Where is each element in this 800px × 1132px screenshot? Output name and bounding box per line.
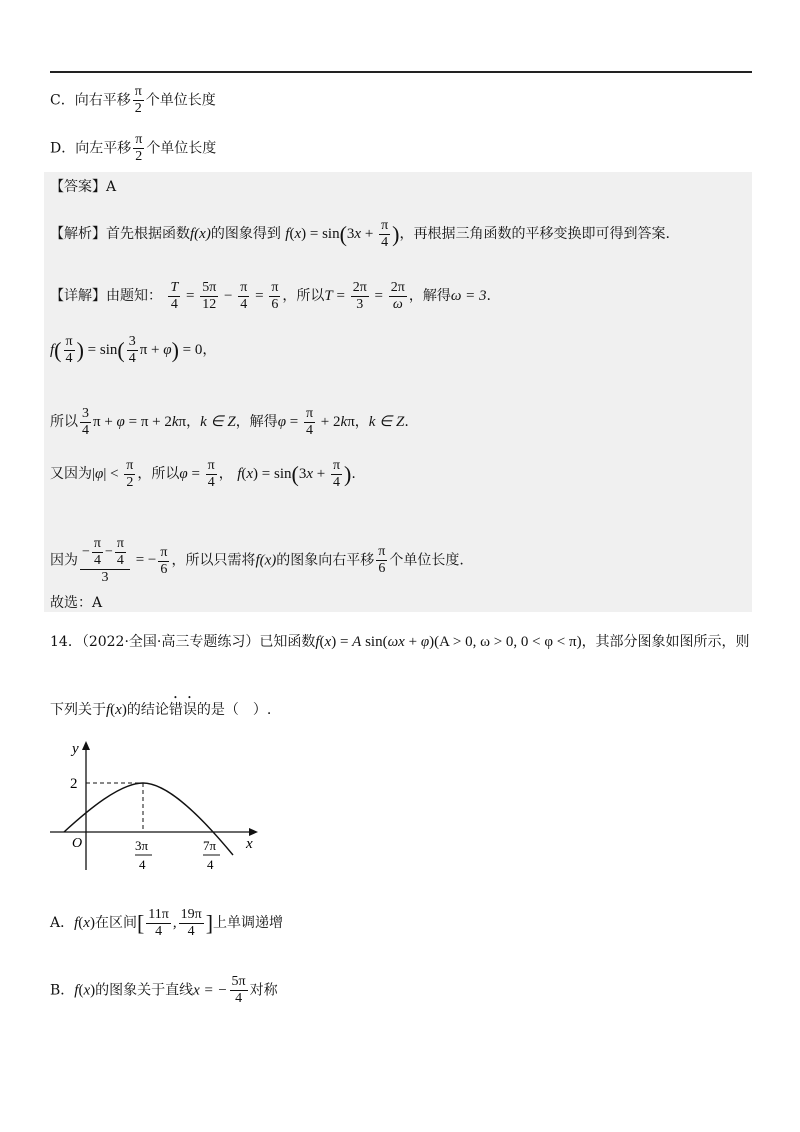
top-rule xyxy=(50,71,752,73)
option-c[interactable]: C．向右平移 $\frac{\pi}{2}$ 个单位长度 xyxy=(50,84,216,116)
question-14-line2: 下列关于f(x)的结论错误的是（ ）. xyxy=(50,702,272,718)
x-axis-label: x xyxy=(246,836,253,852)
option-b[interactable]: B．f(x)的图象关于直线x = − $\frac{5\pi}{4}$ 对称 xyxy=(50,974,278,1006)
tick-3pi4-den: 4 xyxy=(139,857,146,872)
y-axis-label: y xyxy=(72,741,79,757)
shift-line: 因为 − $\frac{\pi}{4}$ − $\frac{\pi}{4}$ 3 = − $\frac{\pi}{6}$ ，所以只需将f(x)的图象向右平移 $\frac{\pi}{6}$ 个单位长度. xyxy=(50,536,464,585)
phi-line: 又因为|φ| < $\frac{\pi}{2}$ ，所以φ = $\frac{\pi}{4}$ ， f(x) = sin(3x + $\frac{\pi}{4}$ ). xyxy=(50,458,356,490)
sine-graph xyxy=(40,735,270,880)
option-a[interactable]: A．f(x)在区间[ $\frac{11\pi}{4}$ , $\frac{19\pi}{4}$ ]上单调递增 xyxy=(50,907,284,939)
phase-line: 所以 $\frac{3}{4}$ π + φ = π + 2kπ，k ∈ Z，解得φ = $\frac{\pi}{4}$ + 2kπ，k ∈ Z. xyxy=(50,406,409,438)
answer-line: 【答案】A xyxy=(50,179,117,195)
detail-line: 【详解】由题知： $\frac{T}{4}$ = $\frac{5\pi}{12}$ − $\frac{\pi}{4}$ = $\frac{\pi}{6}$ ，所以T = $\frac{2\pi}{3}$ = $\frac{2\pi}{\omega}$ ，解得ω = 3. xyxy=(50,280,491,312)
analysis-line: 【解析】首先根据函数f(x)的图象得到 f(x) = sin(3x + $\frac{\pi}{4}$ )，再根据三角函数的平移变换即可得到答案. xyxy=(50,218,670,250)
fpi4-line: f( $\frac{\pi}{4}$ ) = sin( $\frac{3}{4}$ π + φ) = 0， xyxy=(50,334,217,366)
tick-7pi4-den: 4 xyxy=(207,857,214,872)
final-answer: 故选：A xyxy=(50,595,103,611)
question-14-line1: 14．（2022·全国·高三专题练习）已知函数f(x) = A sin(ωx + φ)(A > 0, ω > 0, 0 < φ < π)，其部分图象如图所示，则 xyxy=(50,634,750,650)
x-axis-arrow-icon xyxy=(249,828,258,836)
tick-7pi4-num: 7π xyxy=(203,838,217,853)
option-d[interactable]: D．向左平移 $\frac{\pi}{2}$ 个单位长度 xyxy=(50,132,217,164)
origin-label: O xyxy=(72,836,83,851)
max-value-label: 2 xyxy=(70,776,78,792)
y-axis-arrow-icon xyxy=(82,741,90,750)
tick-3pi4-num: 3π xyxy=(135,838,149,853)
